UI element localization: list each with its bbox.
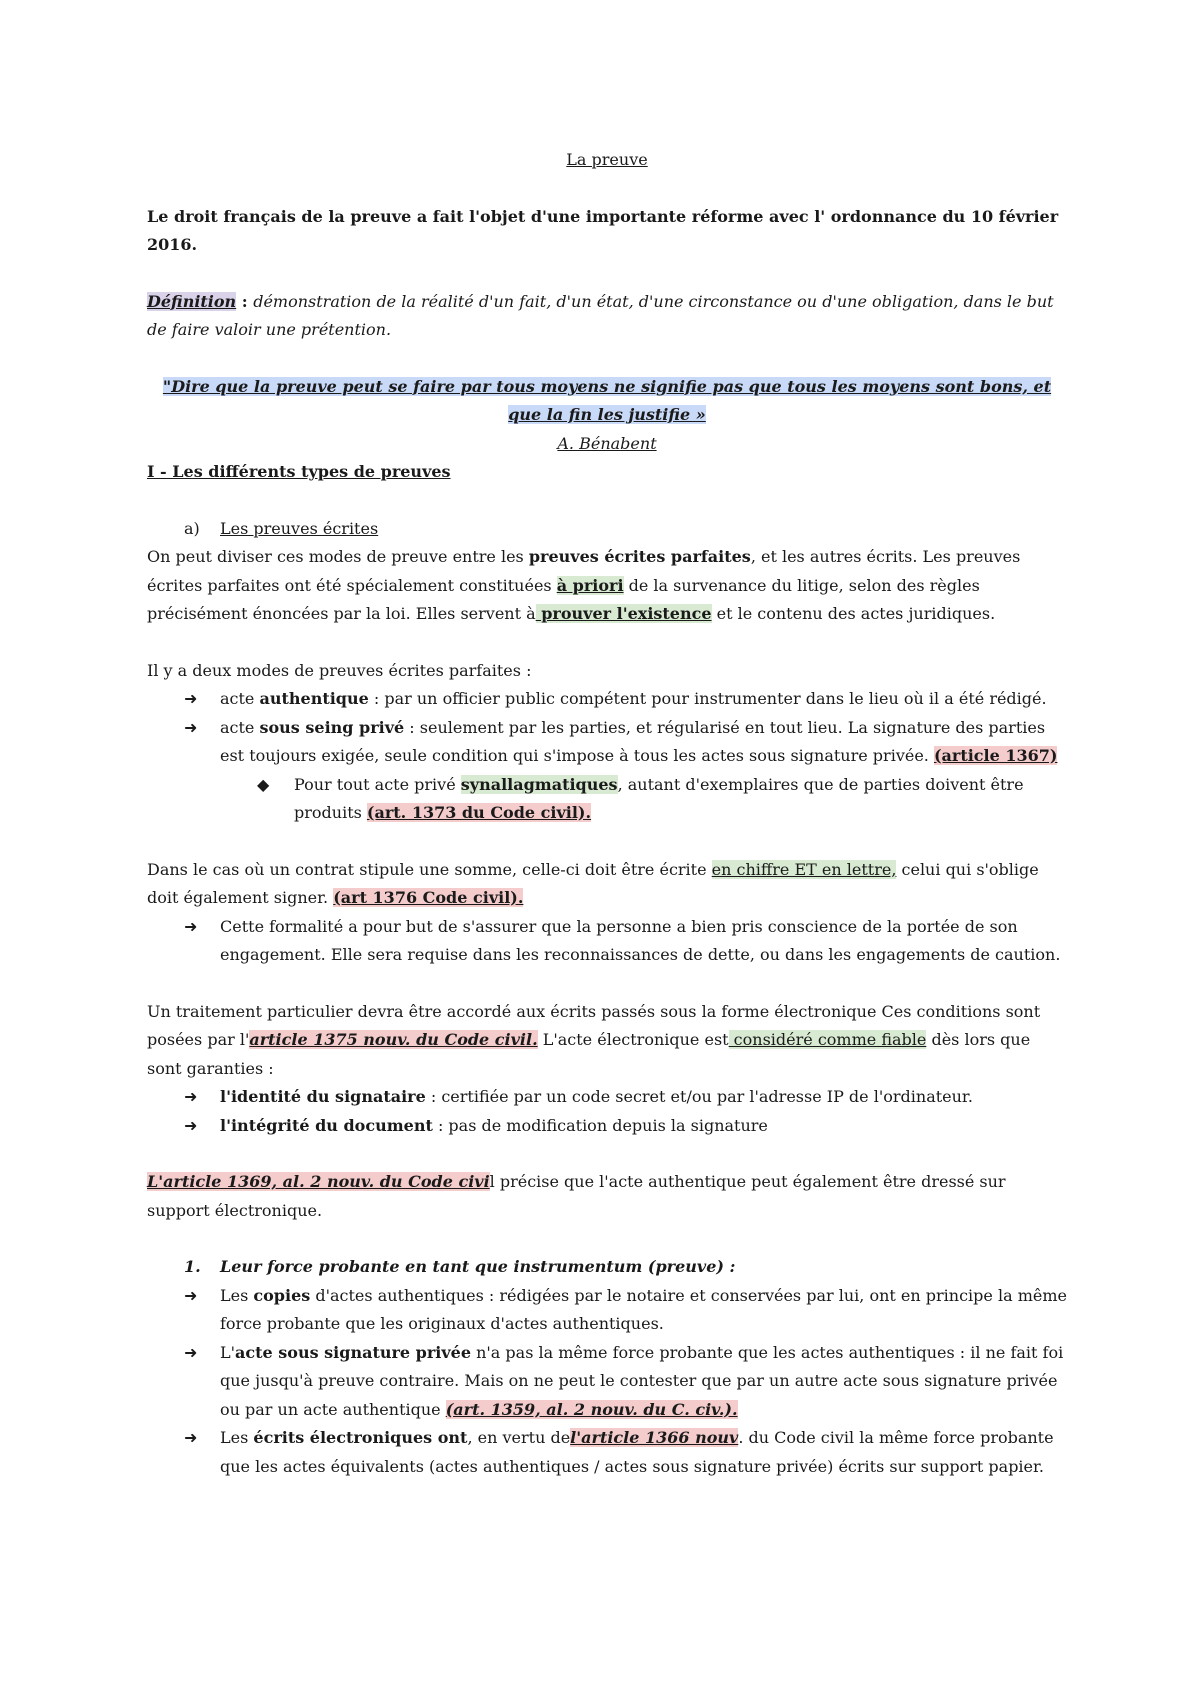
arrow-icon: ➜ (184, 1115, 198, 1135)
highlight-run: prouver l'existence (535, 604, 712, 623)
bold-run: preuves écrites parfaites (528, 547, 751, 566)
quote-text: "Dire que la preuve peut se faire par tous moyens ne signifie pas que tous les moyens sont bons, et que la fin les justifie » (162, 376, 1052, 424)
definition-text: démonstration de la réalité d'un fait, d'un état, d'une circonstance ou d'une obligation, dans le but de faire valoir une prétention. (147, 291, 1054, 339)
quote (147, 373, 1067, 430)
arrow-icon: ➜ (184, 1087, 198, 1106)
document-body (147, 146, 1067, 1481)
list-item (147, 714, 1067, 771)
article-reference: (art. 1359, al. 2 nouv. du C. civ.). (445, 1399, 738, 1419)
bold-run: l'identité du signataire (220, 1087, 426, 1106)
article-reference: l'article 1366 nouv (570, 1428, 739, 1447)
list-item (147, 1424, 1067, 1481)
text-run: , autant d'exemplaires que de parties doivent être produits (294, 774, 1024, 822)
text-run: : seulement par les parties, et régularisé en tout lieu. La signature des parties est toujours exigée, seule condition qui s'impose à tous les actes sous signature privée. (220, 717, 1046, 765)
diamond-icon: ◆ (257, 774, 270, 794)
text-run: : par un officier public compétent pour instrumenter dans le lieu où il a été rédigé. (368, 689, 1047, 708)
arrow-icon: ➜ (184, 717, 198, 737)
text-run: L'acte électronique est (537, 1030, 729, 1049)
text-run: acte (220, 717, 260, 737)
bold-run: copies (253, 1285, 311, 1305)
point-marker: 1. (184, 1257, 201, 1276)
paragraph-article-1369 (147, 1168, 1067, 1225)
list-item (147, 913, 1067, 970)
definition-label: Définition (147, 291, 237, 311)
arrow-icon: ➜ (184, 1285, 198, 1305)
article-reference: article 1375 nouv. du Code civil. (249, 1030, 538, 1049)
bold-run: l'intégrité du document (220, 1115, 433, 1135)
paragraph-deux-modes: Il y a deux modes de preuves écrites parfaites : (147, 660, 532, 680)
list-item (147, 1083, 1067, 1112)
arrow-icon: ➜ (184, 689, 198, 708)
text-run: , en vertu de (467, 1428, 571, 1447)
text-run: de la survenance du litige, selon des règles précisément énoncées par la loi. Elles servent à (147, 575, 980, 623)
article-reference: (art 1376 Code civil). (333, 888, 524, 907)
list-item (147, 1282, 1067, 1339)
definition-paragraph (147, 288, 1067, 345)
article-reference: L'article 1369, al. 2 nouv. du Code civi (147, 1172, 490, 1191)
definition-sep: : (236, 291, 254, 311)
subsection-label: Les preuves écrites (220, 518, 379, 538)
text-run: Dans le cas où un contrat stipule une somme, celle-ci doit être écrite (147, 859, 712, 879)
sub-list-item (147, 771, 1067, 828)
quote-author-line (147, 430, 1067, 459)
text-run: Les (220, 1285, 254, 1305)
subsection-a (147, 515, 1067, 544)
text-run: acte (220, 689, 260, 708)
paragraph-electronique (147, 998, 1067, 1084)
quote-author: A. Bénabent (557, 433, 657, 453)
arrow-icon: ➜ (184, 1342, 198, 1362)
list-item (147, 685, 1067, 714)
intro-paragraph: Le droit français de la preuve a fait l'objet d'une importante réforme avec l' ordonnance du 10 février 2016. (147, 206, 1059, 254)
text-run: : pas de modification depuis la signature (432, 1115, 768, 1135)
point-label: Leur force probante en tant que instrumentum (preuve) : (220, 1257, 736, 1276)
text-run: celui qui s'oblige doit également signer. (147, 859, 1039, 907)
arrow-icon: ➜ (184, 1428, 198, 1447)
text-run: Cette formalité a pour but de s'assurer que la personne a bien pris conscience de la portée de son engagement. Elle sera requise dans les reconnaissances de dette, ou dans les engagements de caution. (220, 916, 1061, 964)
article-reference: (art. 1373 du Code civil). (366, 803, 592, 822)
highlight-run: en chiffre ET en lettre, (711, 859, 897, 879)
page-title (147, 146, 1067, 175)
point-1 (147, 1253, 1067, 1282)
article-reference: (article 1367) (933, 746, 1058, 765)
title-text: La preuve (566, 150, 648, 169)
section-heading: I - Les différents types de preuves (147, 462, 451, 481)
paragraph-preuves-ecrites (147, 543, 1067, 629)
bold-run: acte sous signature privée (235, 1342, 471, 1362)
text-run: et le contenu des actes juridiques. (711, 604, 996, 623)
text-run: Un traitement particulier devra être accordé aux écrits passés sous la forme électronique Ces conditions sont posées par l' (147, 1001, 1041, 1049)
bold-run: écrits électroniques ont (253, 1428, 468, 1447)
text-run: L' (220, 1342, 236, 1362)
subsection-marker: a) (184, 518, 200, 538)
highlight-run: à priori (556, 575, 624, 595)
text-run: l précise que l'acte authentique peut également être dressé sur support électronique. (147, 1172, 1006, 1220)
text-run: , et les autres écrits. Les preuves écrites parfaites ont été spécialement constituées (147, 547, 1021, 595)
bold-run: sous seing privé (259, 717, 405, 737)
text-run: d'actes authentiques : rédigées par le notaire et conservées par lui, ont en principe la même force probante que les originaux d'actes authentiques. (220, 1285, 1067, 1333)
text-run: Pour tout acte privé (294, 774, 461, 794)
list-item (147, 1339, 1067, 1425)
text-run: On peut diviser ces modes de preuve entre les (147, 547, 529, 566)
highlight-run: considéré comme fiable (728, 1030, 927, 1049)
text-run: Les (220, 1428, 254, 1447)
paragraph-somme (147, 856, 1067, 913)
highlight-run: synallagmatiques (460, 774, 618, 794)
text-run: dès lors que sont garanties : (147, 1030, 1031, 1078)
list-item (147, 1112, 1067, 1141)
text-run: . du Code civil la même force probante que les actes équivalents (actes authentiques / actes sous signature privée) écrits sur support papier. (220, 1428, 1054, 1476)
text-run: : certifiée par un code secret et/ou par l'adresse IP de l'ordinateur. (425, 1087, 973, 1106)
text-run: n'a pas la même force probante que les actes authentiques : il ne fait foi que jusqu'à preuve contraire. Mais on ne peut le contester que par un autre acte sous signature privée ou par un acte authentique (220, 1342, 1064, 1419)
bold-run: authentique (259, 689, 369, 708)
arrow-icon: ➜ (184, 916, 198, 936)
